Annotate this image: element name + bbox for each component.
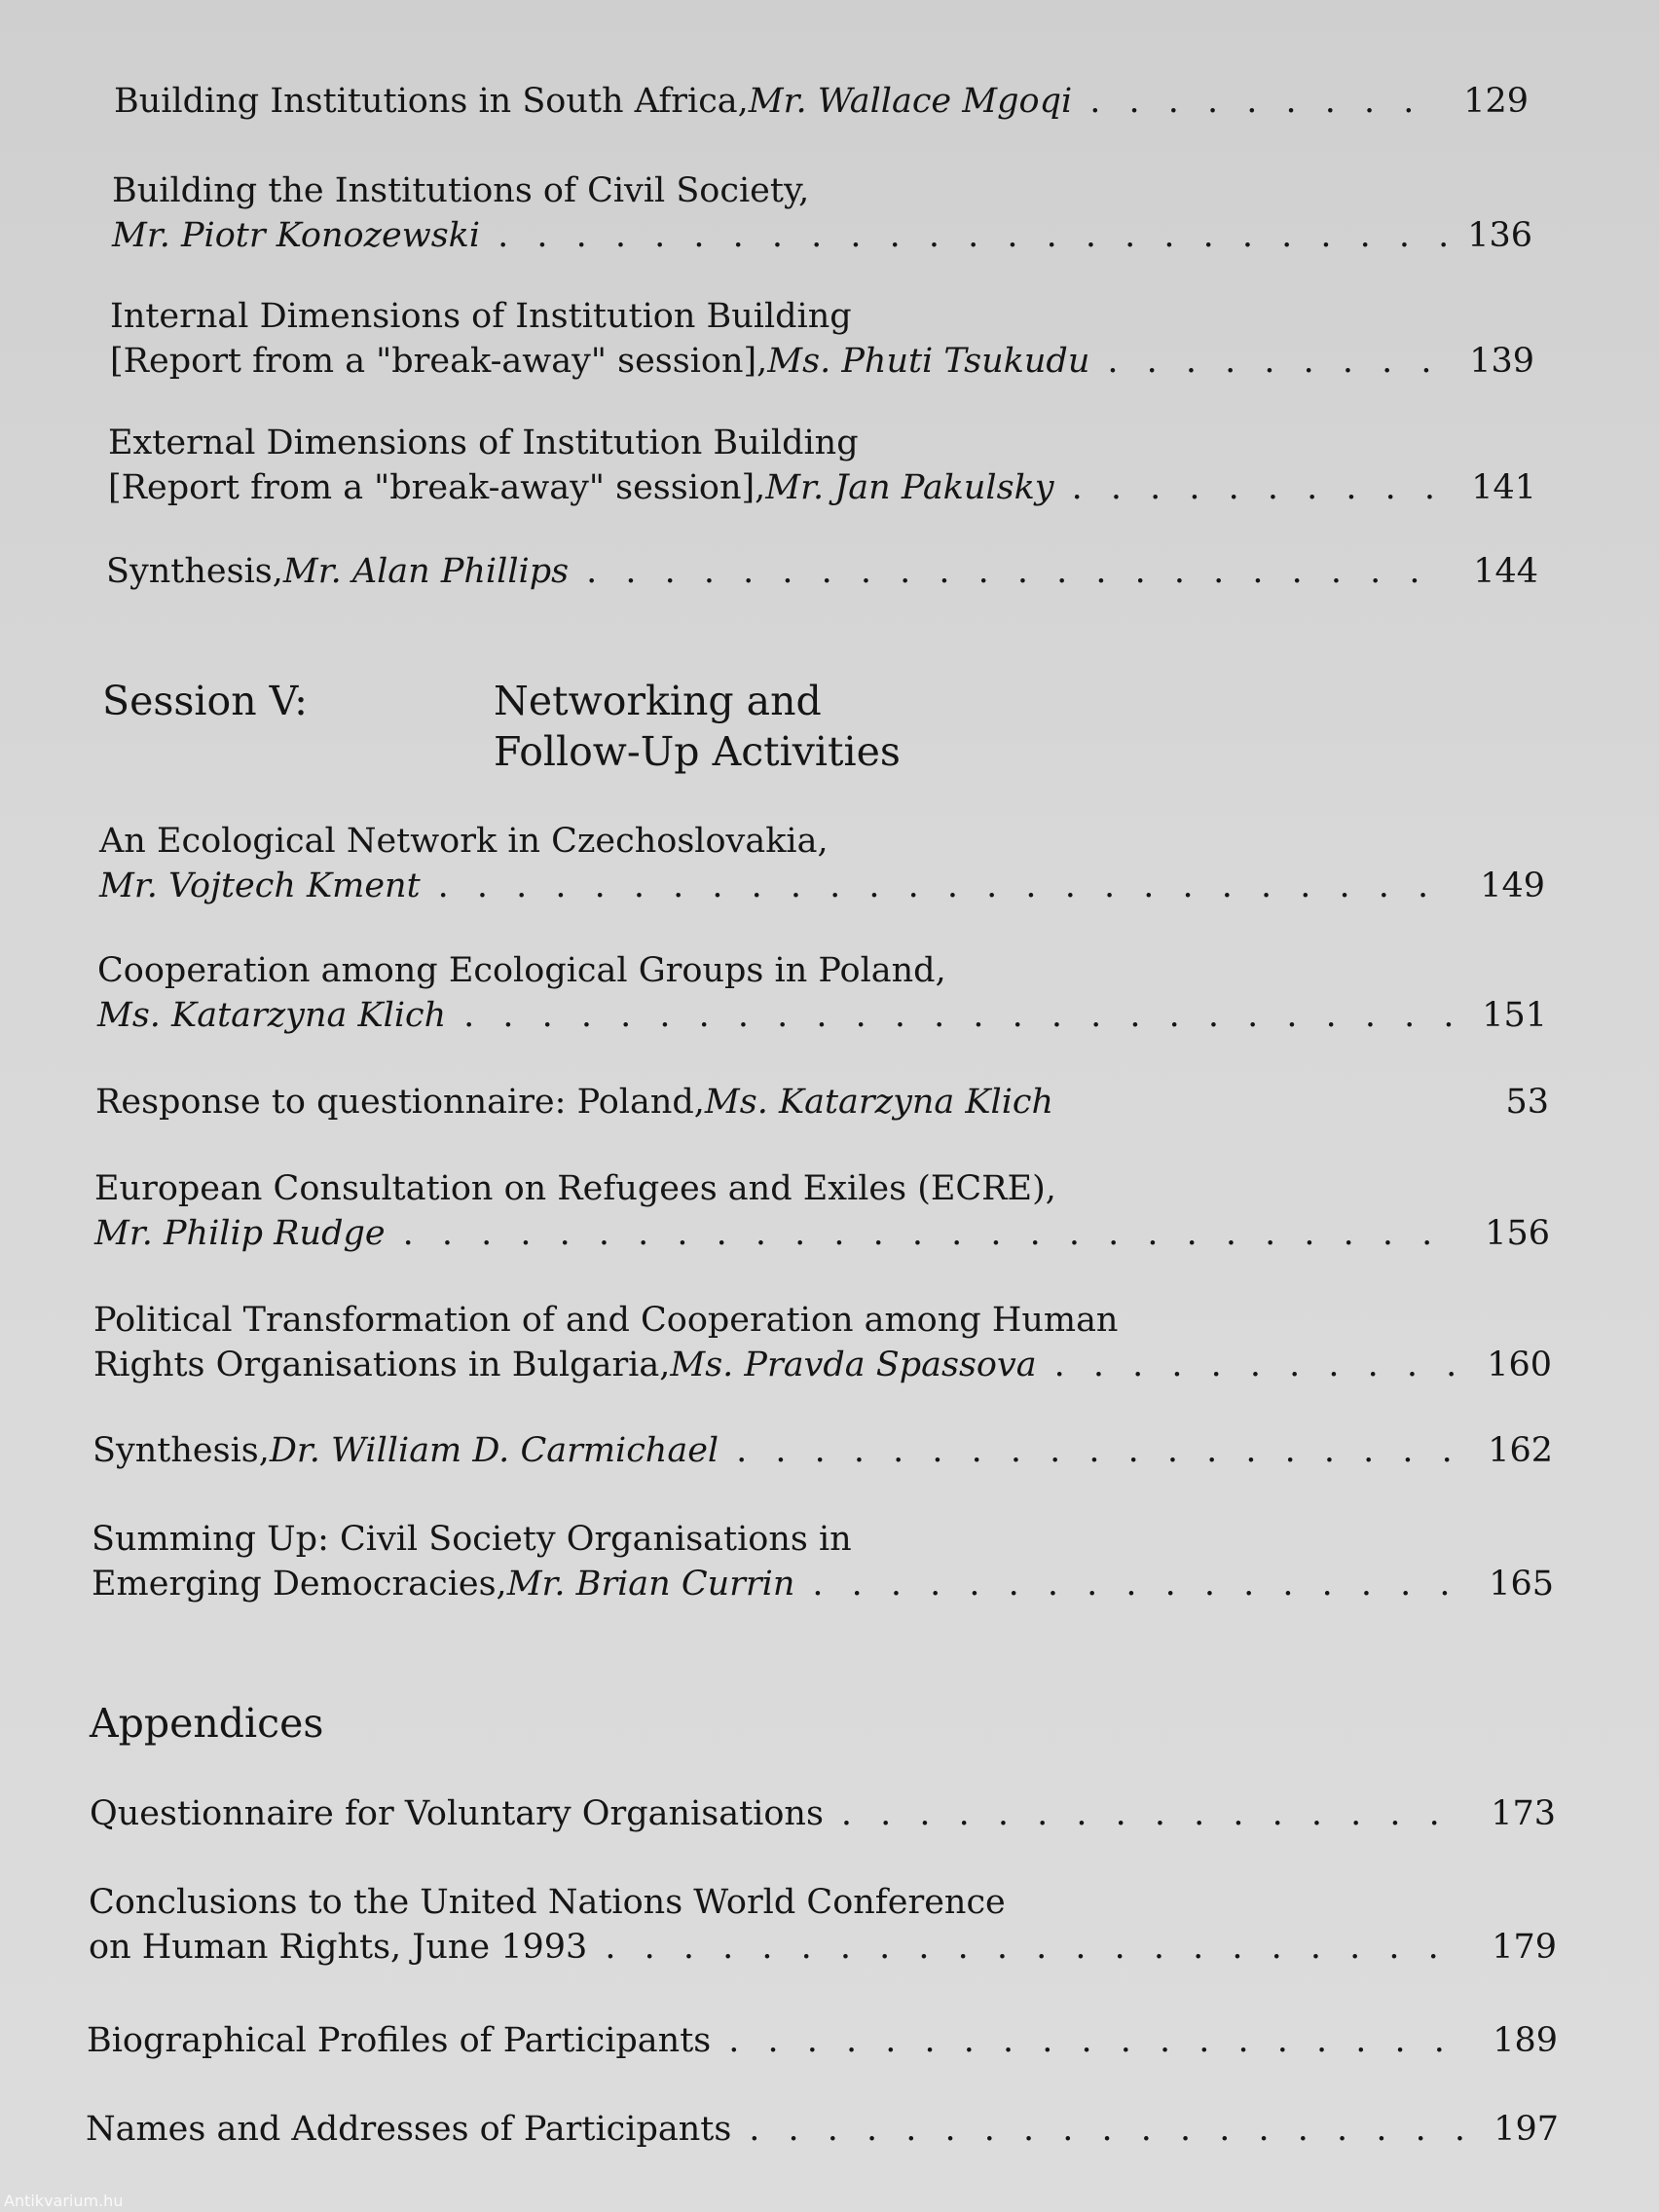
entry-title: European Consultation on Refugees and Exiles (ECRE),: [94, 1169, 1056, 1208]
entry-author: Mr. Jan Pakulsky: [765, 468, 1054, 507]
toc-entry-cooperation-poland: [0, 948, 1659, 1038]
appendices-heading: Appendices: [90, 1700, 324, 1747]
page-number: 149: [1480, 866, 1545, 905]
dot-leader: [1089, 79, 1442, 124]
dot-leader: [812, 1562, 1467, 1606]
entry-author: Ms. Phuti Tsukudu: [767, 342, 1090, 381]
dot-leader: [463, 993, 1460, 1038]
toc-entry-names-addresses: [0, 2107, 1659, 2152]
entry-title: Internal Dimensions of Institution Building: [110, 297, 852, 336]
dot-leader: [728, 2018, 1471, 2063]
toc-entry-synthesis-phillips: [0, 549, 1659, 594]
toc-entry-bulgaria: [0, 1298, 1659, 1387]
toc-entry-internal-dimensions: [0, 294, 1659, 384]
entry-title: Building Institutions in South Africa,: [114, 82, 749, 121]
entry-title-cont: [Report from a "break-away" session],: [108, 468, 766, 507]
page-number: 162: [1488, 1431, 1553, 1470]
entry-title: Biographical Profiles of Participants: [87, 2021, 712, 2060]
entry-title: Questionnaire for Voluntary Organisations: [90, 1794, 824, 1833]
entry-author: Ms. Katarzyna Klich: [97, 996, 447, 1035]
entry-author: Dr. William D. Carmichael: [269, 1431, 719, 1470]
toc-entry-civil-society: [0, 168, 1659, 258]
page-number: 197: [1493, 2110, 1559, 2149]
page-number: 136: [1467, 216, 1532, 255]
page-number: 129: [1463, 82, 1529, 121]
toc-entry-south-africa: [0, 79, 1659, 124]
toc-entry-ecre: [0, 1166, 1659, 1256]
entry-author: Mr. Wallace Mgoqi: [748, 82, 1073, 121]
entry-title: An Ecological Network in Czechoslovakia,: [99, 822, 829, 861]
entry-author: Mr. Philip Rudge: [94, 1214, 386, 1253]
page-number: 173: [1491, 1794, 1556, 1833]
watermark: Antikvarium.hu: [4, 2192, 124, 2210]
entry-title: Summing Up: Civil Society Organisations in: [92, 1520, 852, 1559]
session-title-line2: Follow-Up Activities: [494, 728, 901, 775]
dot-leader: [438, 864, 1459, 908]
entry-title-cont: on Human Rights, June 1993: [89, 1928, 588, 1967]
dot-leader: [1072, 465, 1451, 510]
dot-leader: [403, 1211, 1464, 1256]
entry-title: Synthesis,: [106, 552, 283, 591]
toc-entry-biographical-profiles: [0, 2018, 1659, 2063]
dot-leader: [586, 549, 1452, 594]
page-number: 156: [1485, 1214, 1550, 1253]
page-number: 189: [1493, 2021, 1558, 2060]
toc-entry-summing-up: [0, 1517, 1659, 1606]
page-number: 53: [1505, 1083, 1549, 1122]
entry-title: Political Transformation of and Cooperation among Human: [93, 1301, 1119, 1340]
entry-title-cont: Rights Organisations in Bulgaria,: [93, 1346, 671, 1384]
entry-title: Conclusions to the United Nations World Conference: [89, 1883, 1006, 1922]
dot-leader: [498, 213, 1446, 258]
toc-entry-questionnaire: [0, 1791, 1659, 1836]
page-number: 151: [1482, 996, 1547, 1035]
dot-leader: [1107, 339, 1448, 384]
session-label: Session V:: [102, 678, 308, 724]
entry-author: Mr. Vojtech Kment: [99, 866, 421, 905]
page-number: 160: [1487, 1346, 1552, 1384]
page-number: 179: [1492, 1928, 1557, 1967]
toc-entry-ecological-network: [0, 819, 1659, 908]
entry-title: External Dimensions of Institution Building: [108, 424, 859, 462]
entry-author: Ms. Pravda Spassova: [670, 1346, 1037, 1384]
page-number: 165: [1489, 1565, 1554, 1604]
page-number: 141: [1471, 468, 1536, 507]
dot-leader: [736, 1428, 1466, 1473]
toc-entry-questionnaire-poland: [0, 1080, 1659, 1124]
entry-title: Response to questionnaire: Poland,: [95, 1083, 705, 1122]
entry-title: Cooperation among Ecological Groups in Poland,: [97, 951, 946, 990]
toc-entry-external-dimensions: [0, 421, 1659, 510]
entry-author: Mr. Brian Currin: [506, 1565, 795, 1604]
entry-title-cont: Emerging Democracies,: [92, 1565, 507, 1604]
entry-title: Synthesis,: [92, 1431, 270, 1470]
dot-leader: [749, 2107, 1472, 2152]
page-number: 144: [1473, 552, 1538, 591]
entry-title: Building the Institutions of Civil Society,: [112, 171, 810, 210]
page-number: 139: [1469, 342, 1534, 381]
toc-entry-un-conclusions: [0, 1880, 1659, 1970]
entry-author: Mr. Alan Phillips: [282, 552, 570, 591]
dot-leader: [841, 1791, 1469, 1836]
session-title-line1: Networking and: [494, 678, 822, 724]
toc-entry-synthesis-carmichael: [0, 1428, 1659, 1473]
entry-title-cont: [Report from a "break-away" session],: [110, 342, 768, 381]
entry-author: Mr. Piotr Konozewski: [112, 216, 481, 255]
dot-leader: [1054, 1343, 1466, 1387]
dot-leader: [605, 1925, 1470, 1970]
entry-author: Ms. Katarzyna Klich: [704, 1083, 1054, 1122]
entry-title: Names and Addresses of Participants: [86, 2110, 732, 2149]
